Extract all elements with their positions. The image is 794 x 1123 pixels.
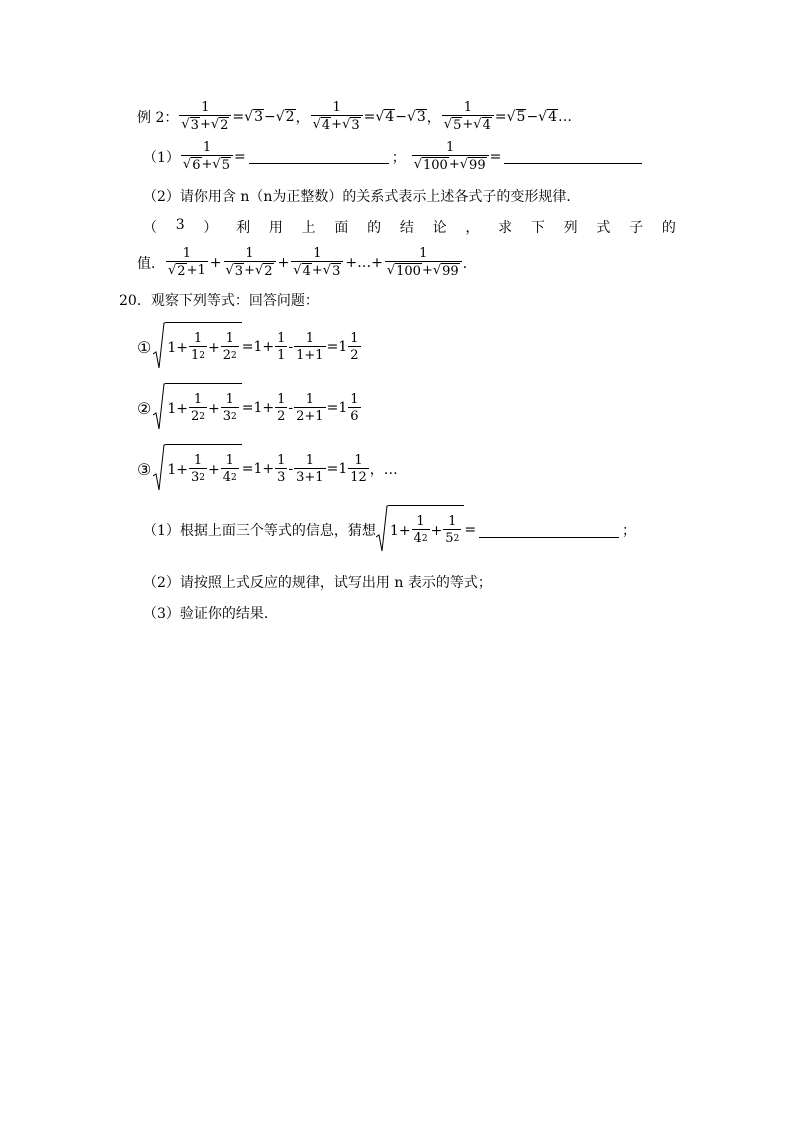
- fraction-q1-b: 1 √ 100 + √ 99: [412, 140, 489, 173]
- answer-blank-1[interactable]: [249, 149, 389, 164]
- sum-term-fraction: 1 √ 4 + √ 3: [291, 246, 343, 279]
- sum-term-fraction: 1 √ 2 + 1: [168, 246, 206, 279]
- q3-char: ，: [465, 220, 480, 236]
- equation-3: ③ 1+ 1 3 2 + 1 4 2 =1+ $\frac{1}{3}$ - $\frac{1}{3+1}$ = 1 $\frac{1}{12}$ ，…: [137, 444, 398, 494]
- q3-char: 求: [498, 220, 513, 236]
- fraction-2: 1 √ 4 + √ 3: [311, 100, 363, 133]
- sum-term-fraction: 1 √ 3 + √ 2: [224, 246, 276, 279]
- q3-char: 用: [268, 220, 283, 236]
- q3-char: 列: [563, 220, 578, 236]
- q3-char: 面: [334, 220, 349, 236]
- answer-blank-3[interactable]: [479, 523, 619, 538]
- question-3-line: [143, 217, 676, 237]
- radical: 1+ 1 3 2 + 1 4 2: [153, 444, 241, 494]
- fraction-3: 1 √ 5 + √ 4: [442, 100, 494, 133]
- fraction-1: 1 √ 3 + √ 2: [179, 100, 231, 133]
- radical-q1: 1+ 1 4 2 + 1 5 2: [376, 505, 464, 555]
- example-2-line: 例 2： 1 √ 3 + √ 2 =√ 3 −√ 2 ， 1 √ 4 + √ 3 =√ 4 −√ 3 ， 1 √ 5 + √ 4 =√ 5 −√ 4 …: [137, 100, 573, 133]
- question-1-line: （1） 1 √ 6 + √ 5 = ； 1 √ 100 + √ 99 =: [143, 140, 645, 173]
- circled-number: ②: [137, 398, 152, 418]
- q3-char: 结: [399, 220, 414, 236]
- radical: 1+ 1 2 2 + 1 3 2: [153, 383, 241, 433]
- problem-20-heading: 20．观察下列等式：回答问题：: [119, 293, 319, 309]
- problem-20-q3-line: （3）验证你的结果．: [143, 606, 278, 622]
- q3-char: ）: [203, 220, 218, 236]
- answer-blank-2[interactable]: [504, 149, 642, 164]
- q3-char: 下: [530, 220, 545, 236]
- radical-sign-icon: [153, 322, 165, 372]
- sum-term-fraction: 1 √ 100 + √ 99: [385, 246, 462, 279]
- problem-20-q2-line: （2）请按照上式反应的规律，试写出用 n 表示的等式；: [143, 575, 492, 591]
- q3-char: 的: [367, 220, 382, 236]
- circled-number: ③: [137, 459, 152, 479]
- q3-char: 利: [236, 220, 251, 236]
- q3-char: 式: [596, 220, 611, 236]
- radical-sign-icon: [153, 444, 165, 494]
- q3-char: 3: [175, 217, 185, 233]
- equation-1: ① 1+ 1 1 2 + 1 2 2 =1+ $\frac{1}{1}$ - $\frac{1}{1+1}$ = 1 $\frac{1}{2}$: [137, 322, 362, 372]
- radical-sign-icon: [153, 383, 165, 433]
- question-2-line: （2）请你用含 n（n为正整数）的关系式表示上述各式子的变形规律．: [143, 189, 581, 205]
- equation-2: ② 1+ 1 2 2 + 1 3 2 =1+ $\frac{1}{2}$ - $\frac{1}{2+1}$ = 1 $\frac{1}{6}$: [137, 383, 362, 433]
- radical-sign-icon: [376, 505, 388, 555]
- q3-char: 上: [301, 220, 316, 236]
- example-2-label: 例 2：: [137, 109, 179, 126]
- q3-char: 的: [661, 220, 676, 236]
- problem-20-q1-line: （1）根据上面三个等式的信息，猜想 1+ 1 4 2 + 1 5 2 = ；: [143, 505, 636, 555]
- radical: 1+ 1 1 2 + 1 2 2: [153, 322, 241, 372]
- question-3-expression: 值． 1 √ 2 + 1 + 1 √ 3 + √ 2 + 1 √ 4 + √ 3 +…+ 1 √ 100 + √ 99 ．: [137, 246, 477, 279]
- fraction-q1-a: 1 √ 6 + √ 5: [181, 140, 233, 173]
- q3-char: 子: [629, 220, 644, 236]
- q3-char: 论: [432, 220, 447, 236]
- q3-char: （: [143, 220, 157, 236]
- circled-number: ①: [137, 337, 152, 357]
